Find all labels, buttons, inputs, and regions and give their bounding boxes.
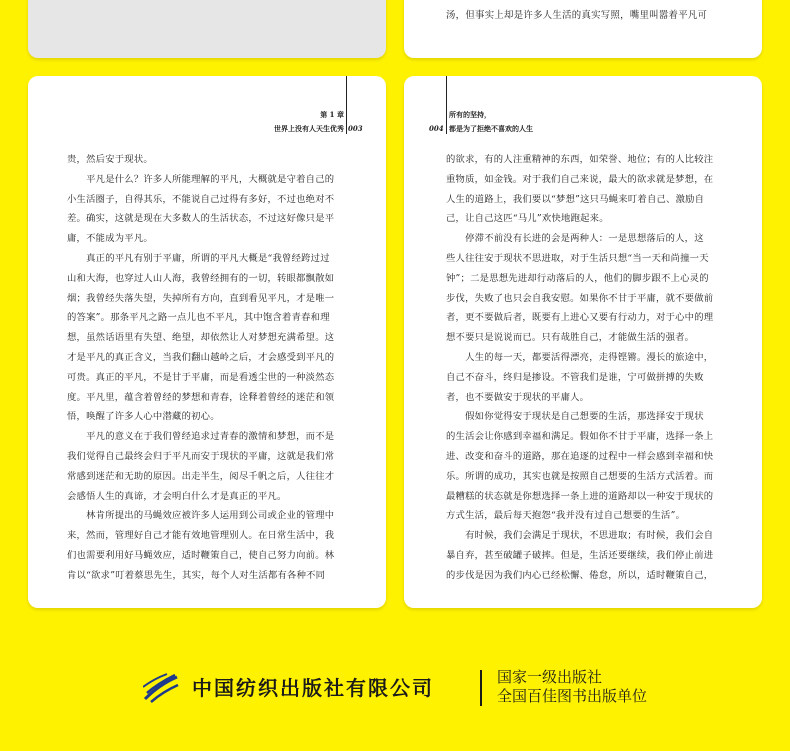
text-line: 方式生活，最后每天抱怨“我并没有过自己想要的生活”。 (446, 510, 686, 522)
text-line: 者，也不要做安于现状的平庸人。 (446, 391, 590, 403)
text-line: 林肯所提出的马蝇效应被许多人运用到公司或企业的管理中 (67, 510, 335, 522)
text-line: 烟；我曾经失落失望，失掉所有方向，直到看见平凡，才是唯一 (67, 292, 335, 304)
book-page-left (28, 76, 386, 608)
text-line: 人生的每一天，都要活得漂亮，走得铿锵。漫长的旅途中， (446, 351, 714, 363)
text-line: 想不要只是说说而已。只有哉胜自己，才能做生活的强者。 (446, 332, 695, 344)
publisher-footer (0, 660, 790, 720)
text-line: 小生活圈子，自得其乐，不能说自己过得有多好，不过也绝对不 (67, 193, 335, 205)
text-line: 想，虽然话语里有失望、绝望，却依然让人对梦想充满希望。这 (67, 332, 335, 344)
text-line: 汤，但事实上却是许多人生活的真实写照，嘴里叫嚣着平凡可 (446, 10, 708, 21)
text-line: 差。确实，这就是现在大多数人的生活状态，不过这好像只是平 (67, 213, 335, 225)
page-number: 003 (348, 124, 363, 133)
publisher-name: 中国纺织出版社有限公司 (192, 676, 434, 700)
slogan-line: 国家一级出版社 (497, 668, 603, 686)
slogan-line: 全国百佳图书出版单位 (497, 687, 648, 705)
header-rule (346, 76, 347, 134)
text-line: 最糟糕的状态就是你想选择一条上进的道路却以一种安于现状的 (446, 490, 714, 502)
text-line: 度。平凡里，蕴含着曾经的梦想和青春，诠释着曾经的迷茫和领 (67, 391, 335, 403)
text-line: 才是平凡的真正含义，当我们翻山越岭之后，才会感受到平凡的 (67, 351, 335, 363)
text-line: 庸，不能成为平凡。 (67, 233, 153, 245)
text-line: 进、改变和奋斗的道路，那在追逐的过程中一样会感到幸福和快 (446, 450, 714, 462)
text-line: 平凡的意义在于我们曾经追求过青春的激情和梦想，而不是 (67, 431, 335, 443)
running-title: 世界上没有人天生优秀 (274, 124, 344, 133)
text-line: 可贵。真正的平凡，不是甘于平庸，而是看透尘世的一种淡然态 (67, 371, 335, 383)
footer-divider (480, 670, 482, 706)
text-line: 重物质，如金钱。对于我们自己来说，最大的欲求就是梦想，在 (446, 173, 714, 185)
text-line: 步伐，失败了也只会自我安慰。如果你不甘于平庸，就不要做前 (446, 292, 714, 304)
text-line: 的步伐是因为我们内心已经松懈、倦怠，所以，适时鞭策自己， (446, 569, 714, 581)
text-line: 山和大海，也穿过人山人海，我曾经拥有的一切，转眼都飘散如 (67, 272, 335, 284)
text-line: 的答案”。那条平凡之路一点儿也不平凡，其中饱含着青春和理 (67, 312, 330, 324)
previous-page-card-left (28, 0, 386, 58)
text-line: 自己不奋斗，终归是掺设。不管我们是谁，宁可做拼搏的失败 (446, 371, 704, 383)
text-line: 些人往往安于现状不思进取，对于生活只想“当一天和尚撞一天 (446, 252, 709, 264)
text-line: 悟，唤醒了许多人心中潜藏的初心。 (67, 411, 220, 423)
text-line: 乐。所谓的成功，其实也就是按照自己想要的生活方式活着。而 (446, 470, 714, 482)
publisher-slogan (497, 668, 647, 706)
text-line: 平凡是什么？许多人所能理解的平凡，大概就是守着自己的 (67, 173, 335, 185)
book-page-right (404, 76, 762, 608)
page-body (446, 150, 736, 586)
publisher-logo-icon (143, 673, 179, 703)
header-rule (446, 76, 447, 134)
text-line: 来，然而，管理好自己才能有效地管理别人。在日常生活中，我 (67, 530, 335, 542)
text-line: 有时候，我们会满足于现状，不思进取；有时候，我们会自 (446, 530, 714, 542)
text-line: 暴自弃，甚至破罐子破摔。但是，生活还要继续，我们停止前进 (446, 549, 714, 561)
text-line: 会感悟人生的真谛，才会明白什么才是真正的平凡。 (67, 490, 287, 502)
text-line: 假如你觉得安于现状是自己想要的生活，那选择安于现状 (446, 411, 704, 423)
page-number: 004 (429, 124, 444, 133)
text-line: 真正的平凡有别于平庸，所谓的平凡大概是“我曾经跨过过 (67, 252, 330, 264)
text-line: 者，更不要做后者，既要有上进心又要有行动力，对于心中的理 (446, 312, 714, 324)
page-body (67, 150, 357, 586)
text-line: 我们觉得自己最终会归于平凡而安于现状的平庸，这就是我们常 (67, 450, 335, 462)
text-line: 的生活会让你感到幸福和满足。假如你不甘于平庸，选择一条上 (446, 431, 714, 443)
previous-page-card-right (404, 0, 762, 58)
page-header (404, 76, 762, 134)
chapter-label: 第 1 章 (320, 110, 344, 119)
text-line: 常感到迷茫和无助的原因。出走半生，阅尽千帆之后，人往往才 (67, 470, 335, 482)
text-line: 们也需要利用好马蝇效应，适时鞭策自己，使自己努力向前。林 (67, 549, 335, 561)
text-line: 停滞不前没有长进的会是两种人：一是思想落后的人，这 (446, 233, 704, 245)
running-title-line2: 都是为了拒绝不喜欢的人生 (449, 124, 533, 133)
text-line: 己，让自己这匹“马儿”欢快地跑起来。 (446, 213, 609, 225)
text-line: 的欲求，有的人注重精神的东西，如荣誉、地位；有的人比较注 (446, 154, 714, 165)
page-header (28, 76, 386, 134)
text-line: 肯以“欲求”叮着蔡思先生，其实，每个人对生活都有各种不同 (67, 569, 326, 581)
text-line: 人生的道路上，我们要以“梦想”这只马蝇来叮着自己、激励自 (446, 193, 705, 205)
previous-page-text (446, 0, 736, 26)
running-title-line1: 所有的坚持， (449, 110, 491, 119)
text-line: 钟”；二是思想先进却行动落后的人，他们的脚步跟不上心灵的 (446, 272, 709, 284)
text-line: 贵，然后安于现状。 (67, 154, 153, 165)
